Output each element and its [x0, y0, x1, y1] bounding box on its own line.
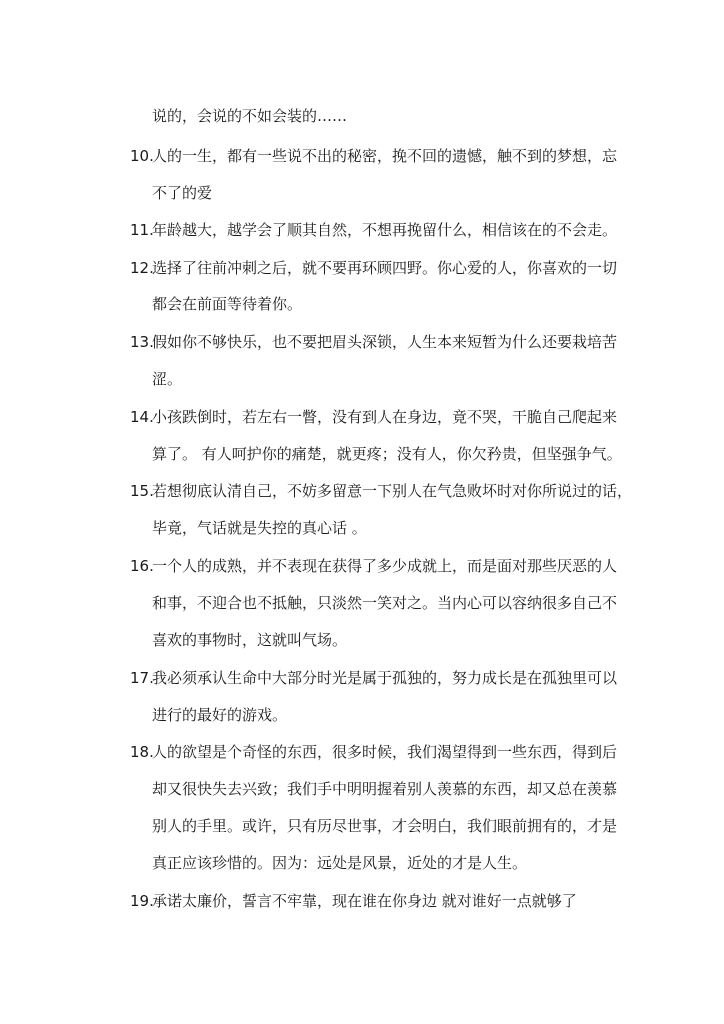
list-item-number: 10.: [130, 147, 154, 165]
list-item-line: 选择了往前冲刺之后，就不要再环顾四野。你心爱的人，你喜欢的一切: [152, 259, 618, 277]
list-item-line: 我必须承认生命中大部分时光是属于孤独的，努力成长是在孤独里可以: [152, 669, 618, 687]
list-item-line: 年龄越大，越学会了顺其自然，不想再挽留什么，相信该在的不会走。: [152, 221, 618, 239]
list-item-number: 13.: [130, 333, 154, 351]
list-item-number: 15.: [130, 482, 154, 500]
list-item-line: 不了的爱: [152, 184, 213, 202]
list-item-line: 和事，不迎合也不抵触，只淡然一笑对之。当内心可以容纳很多自己不: [152, 594, 618, 612]
list-item-line: 算了。 有人呵护你的痛楚，就更疼；没有人，你欠矜贵，但坚强争气。: [152, 445, 622, 463]
list-item-line: 别人的手里。或许，只有历尽世事，才会明白，我们眼前拥有的，才是: [152, 817, 618, 835]
list-item-line: 小孩跌倒时，若左右一瞥，没有到人在身边，竟不哭，干脆自己爬起来: [152, 408, 618, 426]
list-item-line: 承诺太廉价，誓言不牢靠，现在谁在你身边 就对谁好一点就够了: [152, 892, 577, 910]
list-item-line: 人的一生，都有一些说不出的秘密，挽不回的遗憾，触不到的梦想，忘: [152, 147, 618, 165]
list-item-line: 涩。: [152, 370, 183, 388]
list-item-number: 14.: [130, 408, 154, 426]
list-item-line: 进行的最好的游戏。: [152, 706, 288, 724]
list-item-line: 一个人的成熟，并不表现在获得了多少成就上，而是面对那些厌恶的人: [152, 557, 618, 575]
list-item-line: 却又很快失去兴致；我们手中明明握着别人羡慕的东西，却又总在羡慕: [152, 780, 618, 798]
list-item-line: 人的欲望是个奇怪的东西，很多时候，我们渴望得到一些东西，得到后: [152, 743, 618, 761]
list-item-number: 19.: [130, 892, 154, 910]
list-item-line: 毕竟，气话就是失控的真心话 。: [152, 519, 367, 537]
list-item-line: 都会在前面等待着你。: [152, 295, 303, 313]
list-item-line: 喜欢的事物时，这就叫气场。: [152, 631, 348, 649]
list-item-line: 若想彻底认清自己，不妨多留意一下别人在气急败坏时对你所说过的话，: [152, 482, 633, 500]
list-item-number: 16.: [130, 557, 154, 575]
continuation-text: 说的，会说的不如会装的……: [152, 107, 348, 125]
list-item-line: 真正应该珍惜的。因为：远处是风景，近处的才是人生。: [152, 854, 528, 872]
list-item-number: 12.: [130, 259, 154, 277]
list-item-number: 17.: [130, 669, 154, 687]
list-item-line: 假如你不够快乐，也不要把眉头深锁，人生本来短暂为什么还要栽培苦: [152, 333, 618, 351]
list-item-number: 18.: [130, 743, 154, 761]
list-item-number: 11.: [130, 221, 154, 239]
